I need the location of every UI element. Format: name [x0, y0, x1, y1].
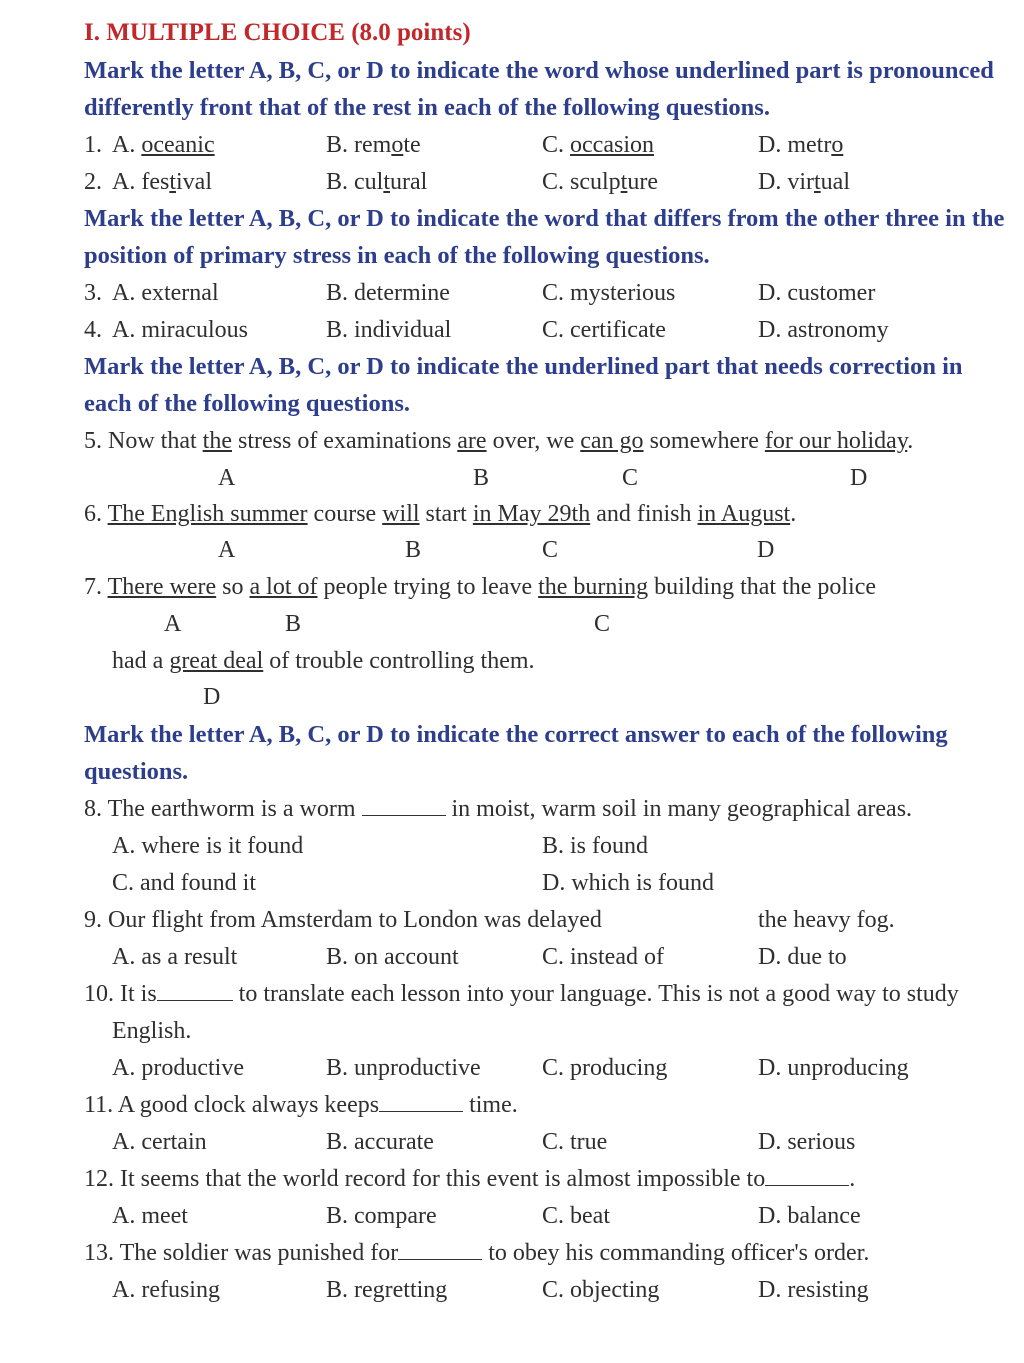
- q13-option-c[interactable]: C. objecting: [542, 1277, 660, 1303]
- q1-option-d[interactable]: D. metro: [758, 132, 844, 158]
- q13-option-b[interactable]: B. regretting: [326, 1277, 448, 1303]
- q11-option-d[interactable]: D. serious: [758, 1129, 856, 1155]
- q5-label-a[interactable]: A: [218, 465, 236, 491]
- q13-option-a[interactable]: A. refusing: [112, 1277, 220, 1303]
- q3-option-d[interactable]: D. customer: [758, 280, 876, 306]
- q8-option-b[interactable]: B. is found: [542, 833, 649, 859]
- instruction-stress-line1: Mark the letter A, B, C, or D to indicate the word that differs from the other three in the: [84, 205, 1005, 232]
- q8-option-d[interactable]: D. which is found: [542, 870, 714, 896]
- instruction-stress-line2: position of primary stress in each of the following questions.: [84, 242, 710, 269]
- q8-blank[interactable]: [362, 795, 446, 816]
- q5-label-c[interactable]: C: [622, 465, 639, 491]
- q9-option-d[interactable]: D. due to: [758, 944, 847, 970]
- question-4-number: 4.: [84, 317, 102, 343]
- q2-option-c[interactable]: C. sculpture: [542, 169, 658, 195]
- q7-label-b[interactable]: B: [285, 611, 302, 637]
- question-12-stem: 12. It seems that the world record for this event is almost impossible to .: [84, 1166, 856, 1192]
- q10-option-a[interactable]: A. productive: [112, 1055, 244, 1081]
- section-title: I. MULTIPLE CHOICE (8.0 points): [84, 19, 471, 46]
- q11-option-c[interactable]: C. true: [542, 1129, 608, 1155]
- question-1-number: 1.: [84, 132, 102, 158]
- q2-option-a[interactable]: A. festival: [112, 169, 212, 195]
- q7-label-a[interactable]: A: [164, 611, 182, 637]
- q6-label-c[interactable]: C: [542, 537, 559, 563]
- q7-label-d[interactable]: D: [203, 684, 221, 710]
- q12-option-d[interactable]: D. balance: [758, 1203, 861, 1229]
- q10-option-c[interactable]: C. producing: [542, 1055, 668, 1081]
- q6-label-a[interactable]: A: [218, 537, 236, 563]
- instruction-pronunciation-line2: differently front that of the rest in each of the following questions.: [84, 94, 770, 121]
- question-7-sentence-line2: had a great deal of trouble controlling them.: [112, 648, 535, 674]
- instruction-error-line2: each of the following questions.: [84, 390, 411, 417]
- q3-option-a[interactable]: A. external: [112, 280, 219, 306]
- q10-option-b[interactable]: B. unproductive: [326, 1055, 481, 1081]
- q6-label-b[interactable]: B: [405, 537, 422, 563]
- instruction-error-line1: Mark the letter A, B, C, or D to indicate the underlined part that needs correction in: [84, 353, 963, 380]
- q6-label-d[interactable]: D: [757, 537, 775, 563]
- question-7-sentence-line1: 7. There were so a lot of people trying to leave the burning building that the police: [84, 574, 877, 600]
- q12-option-a[interactable]: A. meet: [112, 1203, 188, 1229]
- q12-blank[interactable]: [765, 1165, 849, 1186]
- question-10-stem: 10. It is to translate each lesson into your language. This is not a good way to study: [84, 981, 959, 1007]
- question-9-stem: 9. Our flight from Amsterdam to London was delayed: [84, 907, 602, 933]
- q10-option-d[interactable]: D. unproducing: [758, 1055, 909, 1081]
- cropped-header-mark: [510, 0, 600, 7]
- q12-option-b[interactable]: B. compare: [326, 1203, 437, 1229]
- q4-option-b[interactable]: B. individual: [326, 317, 452, 343]
- q12-option-c[interactable]: C. beat: [542, 1203, 610, 1229]
- q11-blank[interactable]: [379, 1091, 463, 1112]
- instruction-answer-line2: questions.: [84, 758, 189, 785]
- q8-option-a[interactable]: A. where is it found: [112, 833, 304, 859]
- question-10-stem-line2: English.: [112, 1018, 192, 1044]
- q5-label-b[interactable]: B: [473, 465, 490, 491]
- q2-option-d[interactable]: D. virtual: [758, 169, 850, 195]
- q9-option-c[interactable]: C. instead of: [542, 944, 664, 970]
- question-11-stem: 11. A good clock always keeps time.: [84, 1092, 518, 1118]
- q9-option-a[interactable]: A. as a result: [112, 944, 238, 970]
- q8-option-c[interactable]: C. and found it: [112, 870, 256, 896]
- question-13-stem: 13. The soldier was punished for to obey his commanding officer's order.: [84, 1240, 870, 1266]
- question-9-stem-end: the heavy fog.: [758, 907, 895, 933]
- q4-option-a[interactable]: A. miraculous: [112, 317, 248, 343]
- question-2-number: 2.: [84, 169, 102, 195]
- q10-blank[interactable]: [157, 980, 233, 1001]
- question-3-number: 3.: [84, 280, 102, 306]
- instruction-pronunciation-line1: Mark the letter A, B, C, or D to indicate the word whose underlined part is pronounced: [84, 57, 994, 84]
- q4-option-d[interactable]: D. astronomy: [758, 317, 889, 343]
- q13-blank[interactable]: [398, 1239, 482, 1260]
- q11-option-a[interactable]: A. certain: [112, 1129, 207, 1155]
- q7-label-c[interactable]: C: [594, 611, 611, 637]
- question-8-stem: 8. The earthworm is a worm in moist, warm soil in many geographical areas.: [84, 796, 913, 822]
- q1-option-c[interactable]: C. occasion: [542, 132, 654, 158]
- question-6-sentence: 6. The English summer course will start in May 29th and finish in August.: [84, 501, 797, 527]
- q5-label-d[interactable]: D: [850, 465, 868, 491]
- q13-option-d[interactable]: D. resisting: [758, 1277, 869, 1303]
- q3-option-c[interactable]: C. mysterious: [542, 280, 676, 306]
- q1-option-a[interactable]: A. oceanic: [112, 132, 215, 158]
- q3-option-b[interactable]: B. determine: [326, 280, 450, 306]
- q1-option-b[interactable]: B. remote: [326, 132, 421, 158]
- q4-option-c[interactable]: C. certificate: [542, 317, 666, 343]
- q11-option-b[interactable]: B. accurate: [326, 1129, 434, 1155]
- q9-option-b[interactable]: B. on account: [326, 944, 459, 970]
- question-5-sentence: 5. Now that the stress of examinations are over, we can go somewhere for our holiday.: [84, 428, 914, 454]
- instruction-answer-line1: Mark the letter A, B, C, or D to indicate the correct answer to each of the following: [84, 721, 948, 748]
- q2-option-b[interactable]: B. cultural: [326, 169, 428, 195]
